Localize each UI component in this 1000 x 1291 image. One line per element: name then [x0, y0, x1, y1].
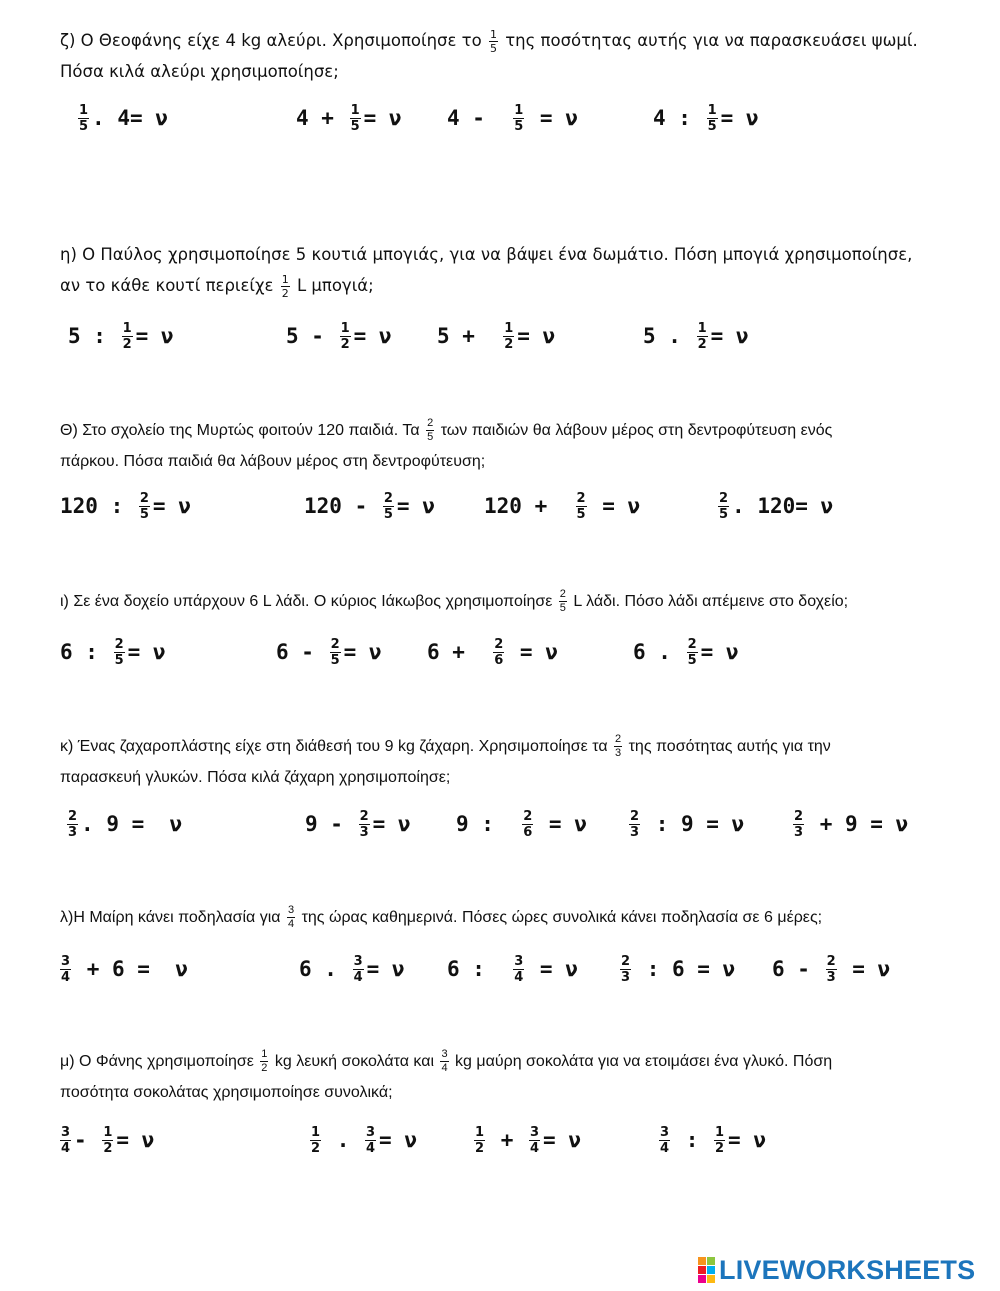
text-segment: : [673, 1128, 711, 1152]
fraction-denominator: 5 [514, 118, 524, 134]
fraction-denominator: 4 [529, 1140, 540, 1156]
text-segment: = ν [543, 1128, 581, 1152]
question-line [60, 762, 960, 793]
fraction [67, 810, 78, 839]
text-segment: : 6 = ν [634, 957, 736, 981]
question-line [60, 415, 960, 446]
fraction-numerator: 1 [103, 1124, 113, 1140]
fraction-numerator: 3 [61, 953, 71, 969]
fraction-numerator: 2 [794, 808, 804, 824]
fraction [260, 1049, 268, 1074]
text-segment: = ν [379, 1128, 417, 1152]
fraction-denominator: 3 [826, 969, 836, 985]
logo-squares-icon [698, 1257, 715, 1283]
fraction-denominator: 3 [794, 824, 804, 840]
fraction [60, 955, 71, 984]
question-line [60, 902, 960, 933]
option-l-3 [447, 949, 578, 989]
fraction [310, 1126, 321, 1155]
text-segment: 9 - [305, 812, 356, 836]
text-segment: = ν [353, 324, 392, 348]
text-segment: 6 - [772, 957, 823, 981]
text-segment: της ώρας καθημερινά. Πόσες ώρες συνολικά κάνει ποδηλασία σε 6 μέρες; [297, 909, 823, 926]
fraction-denominator: 5 [79, 118, 89, 134]
option-th-1 [60, 486, 191, 526]
fraction-numerator: 3 [441, 1048, 448, 1061]
question-line [60, 1077, 960, 1108]
option-m-2 [307, 1120, 417, 1160]
text-segment: 120 - [304, 494, 380, 518]
fraction-denominator: 4 [61, 969, 71, 985]
text-segment: 6 . [299, 957, 350, 981]
fraction-denominator: 5 [350, 118, 360, 134]
text-segment: = ν [127, 640, 166, 664]
text-segment: = ν [589, 494, 641, 518]
text-segment: Θ) Στο σχολείο της Μυρτώς φοιτούν 120 παιδιά. Τα [60, 422, 425, 439]
fraction [559, 589, 567, 614]
fraction-denominator: 6 [523, 824, 533, 840]
fraction-numerator: 3 [61, 1124, 71, 1140]
fraction [281, 274, 290, 299]
fraction-numerator: 1 [714, 1124, 725, 1140]
text-segment: = ν [396, 494, 435, 518]
fraction-denominator: 2 [122, 336, 132, 352]
logo-square [698, 1275, 706, 1283]
question-line [60, 270, 960, 301]
question-line [60, 446, 960, 477]
fraction-denominator: 5 [559, 602, 566, 615]
fraction [102, 1126, 113, 1155]
option-k-2 [305, 804, 411, 844]
text-segment: 6 : [60, 640, 111, 664]
option-k-1 [64, 804, 182, 844]
fraction [353, 955, 364, 984]
text-segment: + 9 = ν [807, 812, 909, 836]
fraction-denominator: 4 [441, 1062, 448, 1075]
fraction-denominator: 4 [61, 1140, 71, 1156]
option-k-4 [626, 804, 744, 844]
fraction-numerator: 3 [514, 953, 524, 969]
fraction-denominator: 2 [697, 336, 707, 352]
text-segment: = ν [536, 812, 587, 836]
text-segment: . [324, 1128, 362, 1152]
text-segment: L μπογιά; [291, 276, 374, 295]
fraction-denominator: 5 [139, 506, 149, 522]
fraction [687, 638, 698, 667]
question-th-text [60, 415, 960, 477]
fraction-denominator: 5 [427, 431, 434, 444]
text-segment: 5 . [643, 324, 694, 348]
logo-square [707, 1266, 715, 1274]
fraction-denominator: 2 [261, 1062, 268, 1075]
fraction [365, 1126, 376, 1155]
fraction-numerator: 1 [504, 320, 514, 336]
fraction-numerator: 2 [523, 808, 533, 824]
fraction [576, 492, 587, 521]
question-z-text [60, 25, 960, 87]
logo-square [698, 1266, 706, 1274]
fraction [793, 810, 804, 839]
text-segment: πάρκου. Πόσα παιδιά θα λάβουν μέρος στη δεντροφύτευση; [60, 453, 486, 470]
fraction-denominator: 3 [630, 824, 640, 840]
fraction [287, 905, 295, 930]
fraction-denominator: 3 [68, 824, 78, 840]
fraction-denominator: 5 [330, 652, 340, 668]
fraction-numerator: 1 [311, 1124, 321, 1140]
text-segment: - [74, 1128, 100, 1152]
logo-square [707, 1257, 715, 1265]
logo-square [707, 1275, 715, 1283]
fraction [78, 104, 89, 133]
text-segment: . 9 = ν [81, 812, 183, 836]
option-h-4 [643, 316, 749, 356]
fraction-numerator: 2 [68, 808, 78, 824]
fraction-denominator: 2 [340, 336, 350, 352]
option-l-1 [57, 949, 188, 989]
option-th-4 [715, 486, 833, 526]
fraction-numerator: 1 [475, 1124, 485, 1140]
option-z-3 [447, 98, 578, 138]
fraction [122, 322, 133, 351]
fraction [350, 104, 361, 133]
text-segment: = ν [135, 324, 174, 348]
logo-text: LIVEWORKSHEETS [719, 1254, 976, 1285]
fraction [440, 1049, 448, 1074]
text-segment: 6 . [633, 640, 684, 664]
option-k-5 [790, 804, 908, 844]
option-th-3 [484, 486, 640, 526]
liveworksheets-logo [698, 1256, 975, 1284]
text-segment: της ποσότητας αυτής για την [624, 738, 831, 755]
text-segment: ζ) Ο Θεοφάνης είχε 4 kg αλεύρι. Χρησιμοποίησε το [60, 31, 487, 50]
fraction-numerator: 2 [559, 588, 566, 601]
text-segment: . 120= ν [732, 494, 834, 518]
fraction-numerator: 2 [615, 733, 622, 746]
fraction-denominator: 5 [687, 652, 697, 668]
text-segment: L λάδι. Πόσο λάδι απέμεινε στο δοχείο; [568, 593, 849, 610]
question-line [60, 586, 960, 617]
text-segment: = ν [116, 1128, 155, 1152]
fraction [340, 322, 351, 351]
option-th-2 [304, 486, 435, 526]
text-segment: 120 + [484, 494, 573, 518]
text-segment: = ν [517, 324, 556, 348]
fraction [474, 1126, 485, 1155]
question-m-text [60, 1046, 960, 1108]
fraction [522, 810, 533, 839]
fraction-denominator: 5 [489, 42, 497, 55]
fraction-numerator: 2 [719, 490, 729, 506]
fraction [620, 955, 631, 984]
fraction-denominator: 2 [714, 1140, 725, 1156]
fraction-numerator: 3 [288, 904, 295, 917]
option-m-1 [57, 1120, 154, 1160]
fraction-numerator: 3 [353, 953, 363, 969]
fraction-denominator: 3 [621, 969, 631, 985]
fraction-numerator: 3 [365, 1124, 376, 1140]
text-segment: 5 : [68, 324, 119, 348]
fraction [114, 638, 125, 667]
question-line [60, 56, 960, 87]
fraction-numerator: 1 [489, 28, 497, 41]
text-segment: = ν [720, 106, 759, 130]
option-z-4 [653, 98, 759, 138]
fraction-numerator: 2 [139, 490, 149, 506]
fraction [330, 638, 341, 667]
fraction-denominator: 5 [383, 506, 393, 522]
fraction [359, 810, 370, 839]
fraction-numerator: 2 [621, 953, 631, 969]
text-segment: = ν [366, 957, 405, 981]
text-segment: κ) Ένας ζαχαροπλάστης είχε στη διάθεσή του 9 kg ζάχαρη. Χρησιμοποίησε τα [60, 738, 613, 755]
option-z-2 [296, 98, 402, 138]
fraction-denominator: 6 [494, 652, 504, 668]
option-i-2 [276, 632, 382, 672]
text-segment: 4 - [447, 106, 511, 130]
text-segment: = ν [839, 957, 891, 981]
fraction-denominator: 5 [576, 506, 586, 522]
fraction-denominator: 2 [504, 336, 514, 352]
fraction [629, 810, 640, 839]
fraction [489, 29, 498, 54]
option-h-1 [68, 316, 174, 356]
fraction-denominator: 2 [475, 1140, 485, 1156]
fraction [513, 955, 524, 984]
fraction [826, 955, 837, 984]
fraction-numerator: 2 [826, 953, 836, 969]
text-segment: 6 : [447, 957, 511, 981]
fraction-denominator: 4 [660, 1140, 670, 1156]
fraction-denominator: 2 [311, 1140, 321, 1156]
text-segment: = ν [700, 640, 739, 664]
question-h-text [60, 239, 960, 301]
fraction-denominator: 3 [615, 747, 622, 760]
fraction-denominator: 5 [114, 652, 124, 668]
option-l-5 [772, 949, 890, 989]
option-h-3 [437, 316, 555, 356]
text-segment: . 4= ν [92, 106, 168, 130]
fraction-numerator: 2 [630, 808, 640, 824]
fraction-numerator: 3 [529, 1124, 540, 1140]
fraction-numerator: 1 [79, 102, 89, 118]
text-segment: = ν [728, 1128, 766, 1152]
fraction-denominator: 4 [288, 918, 295, 931]
text-segment: 6 + [427, 640, 491, 664]
fraction [383, 492, 394, 521]
fraction-numerator: 1 [281, 273, 289, 286]
question-line [60, 239, 960, 270]
text-segment: : 9 = ν [643, 812, 745, 836]
fraction-numerator: 2 [494, 636, 504, 652]
text-segment: = ν [343, 640, 382, 664]
fraction-denominator: 5 [719, 506, 729, 522]
text-segment: 4 + [296, 106, 347, 130]
question-line [60, 1046, 960, 1077]
fraction-numerator: 2 [383, 490, 393, 506]
text-segment: Πόσα κιλά αλεύρι χρησιμοποίησε; [60, 62, 339, 81]
text-segment: λ)Η Μαίρη κάνει ποδηλασία για [60, 909, 285, 926]
fraction [139, 492, 150, 521]
text-segment: = ν [507, 640, 558, 664]
text-segment: ι) Σε ένα δοχείο υπάρχουν 6 L λάδι. Ο κύριος Ιάκωβος χρησιμοποίησε [60, 593, 557, 610]
fraction-numerator: 2 [359, 808, 369, 824]
option-i-4 [633, 632, 739, 672]
fraction [426, 418, 434, 443]
fraction [513, 104, 524, 133]
text-segment: kg λευκή σοκολάτα και [270, 1053, 439, 1070]
fraction [659, 1126, 670, 1155]
fraction-numerator: 1 [514, 102, 524, 118]
text-segment: η) Ο Παύλος χρησιμοποίησε 5 κουτιά μπογιάς, για να βάψει ένα δωμάτιο. Πόση μπογιά χρησιμοποίησε, [60, 245, 913, 264]
option-i-1 [60, 632, 166, 672]
fraction-denominator: 2 [103, 1140, 113, 1156]
logo-square [698, 1257, 706, 1265]
question-k-text [60, 731, 960, 793]
fraction [493, 638, 504, 667]
text-segment: + [488, 1128, 526, 1152]
fraction-numerator: 2 [330, 636, 340, 652]
fraction [718, 492, 729, 521]
fraction-denominator: 4 [514, 969, 524, 985]
fraction [614, 734, 622, 759]
text-segment: αν το κάθε κουτί περιείχε [60, 276, 279, 295]
option-h-2 [286, 316, 392, 356]
option-z-1 [75, 98, 168, 138]
option-m-3 [471, 1120, 581, 1160]
text-segment: 5 - [286, 324, 337, 348]
fraction [529, 1126, 540, 1155]
text-segment: 120 : [60, 494, 136, 518]
fraction-numerator: 1 [122, 320, 132, 336]
fraction-denominator: 4 [365, 1140, 376, 1156]
text-segment: = ν [527, 106, 578, 130]
fraction-numerator: 2 [427, 417, 434, 430]
fraction-numerator: 1 [350, 102, 360, 118]
fraction-numerator: 1 [707, 102, 717, 118]
fraction-numerator: 2 [576, 490, 586, 506]
text-segment: των παιδιών θα λάβουν μέρος στη δεντροφύτευση ενός [436, 422, 833, 439]
fraction-denominator: 2 [281, 287, 289, 300]
option-l-2 [299, 949, 405, 989]
option-i-3 [427, 632, 558, 672]
fraction [60, 1126, 71, 1155]
text-segment: = ν [710, 324, 749, 348]
text-segment: παρασκευή γλυκών. Πόσα κιλά ζάχαρη χρησιμοποίησε; [60, 769, 451, 786]
fraction [503, 322, 514, 351]
option-l-4 [617, 949, 735, 989]
question-i-text [60, 586, 960, 617]
fraction [697, 322, 708, 351]
fraction-numerator: 2 [687, 636, 697, 652]
text-segment: kg μαύρη σοκολάτα για να ετοιμάσει ένα γλυκό. Πόση [450, 1053, 833, 1070]
text-segment: 9 : [456, 812, 520, 836]
fraction-denominator: 5 [707, 118, 717, 134]
option-k-3 [456, 804, 587, 844]
text-segment: μ) Ο Φάνης χρησιμοποίησε [60, 1053, 259, 1070]
question-line [60, 25, 960, 56]
fraction-denominator: 4 [353, 969, 363, 985]
fraction [714, 1126, 725, 1155]
text-segment: 6 - [276, 640, 327, 664]
text-segment: = ν [372, 812, 411, 836]
question-line [60, 731, 960, 762]
question-l-text [60, 902, 960, 933]
text-segment: ποσότητα σοκολάτας χρησιμοποίησε συνολικά; [60, 1084, 393, 1101]
fraction-numerator: 1 [261, 1048, 268, 1061]
text-segment: = ν [527, 957, 578, 981]
text-segment: 5 + [437, 324, 501, 348]
fraction-denominator: 3 [359, 824, 369, 840]
fraction-numerator: 1 [340, 320, 350, 336]
text-segment: + 6 = ν [74, 957, 188, 981]
fraction-numerator: 2 [114, 636, 124, 652]
text-segment: = ν [152, 494, 191, 518]
fraction-numerator: 3 [660, 1124, 670, 1140]
fraction [707, 104, 718, 133]
text-segment: 4 : [653, 106, 704, 130]
fraction-numerator: 1 [697, 320, 707, 336]
text-segment: = ν [363, 106, 402, 130]
text-segment: της ποσότητας αυτής για να παρασκευάσει ψωμί. [499, 31, 918, 50]
option-m-4 [656, 1120, 766, 1160]
